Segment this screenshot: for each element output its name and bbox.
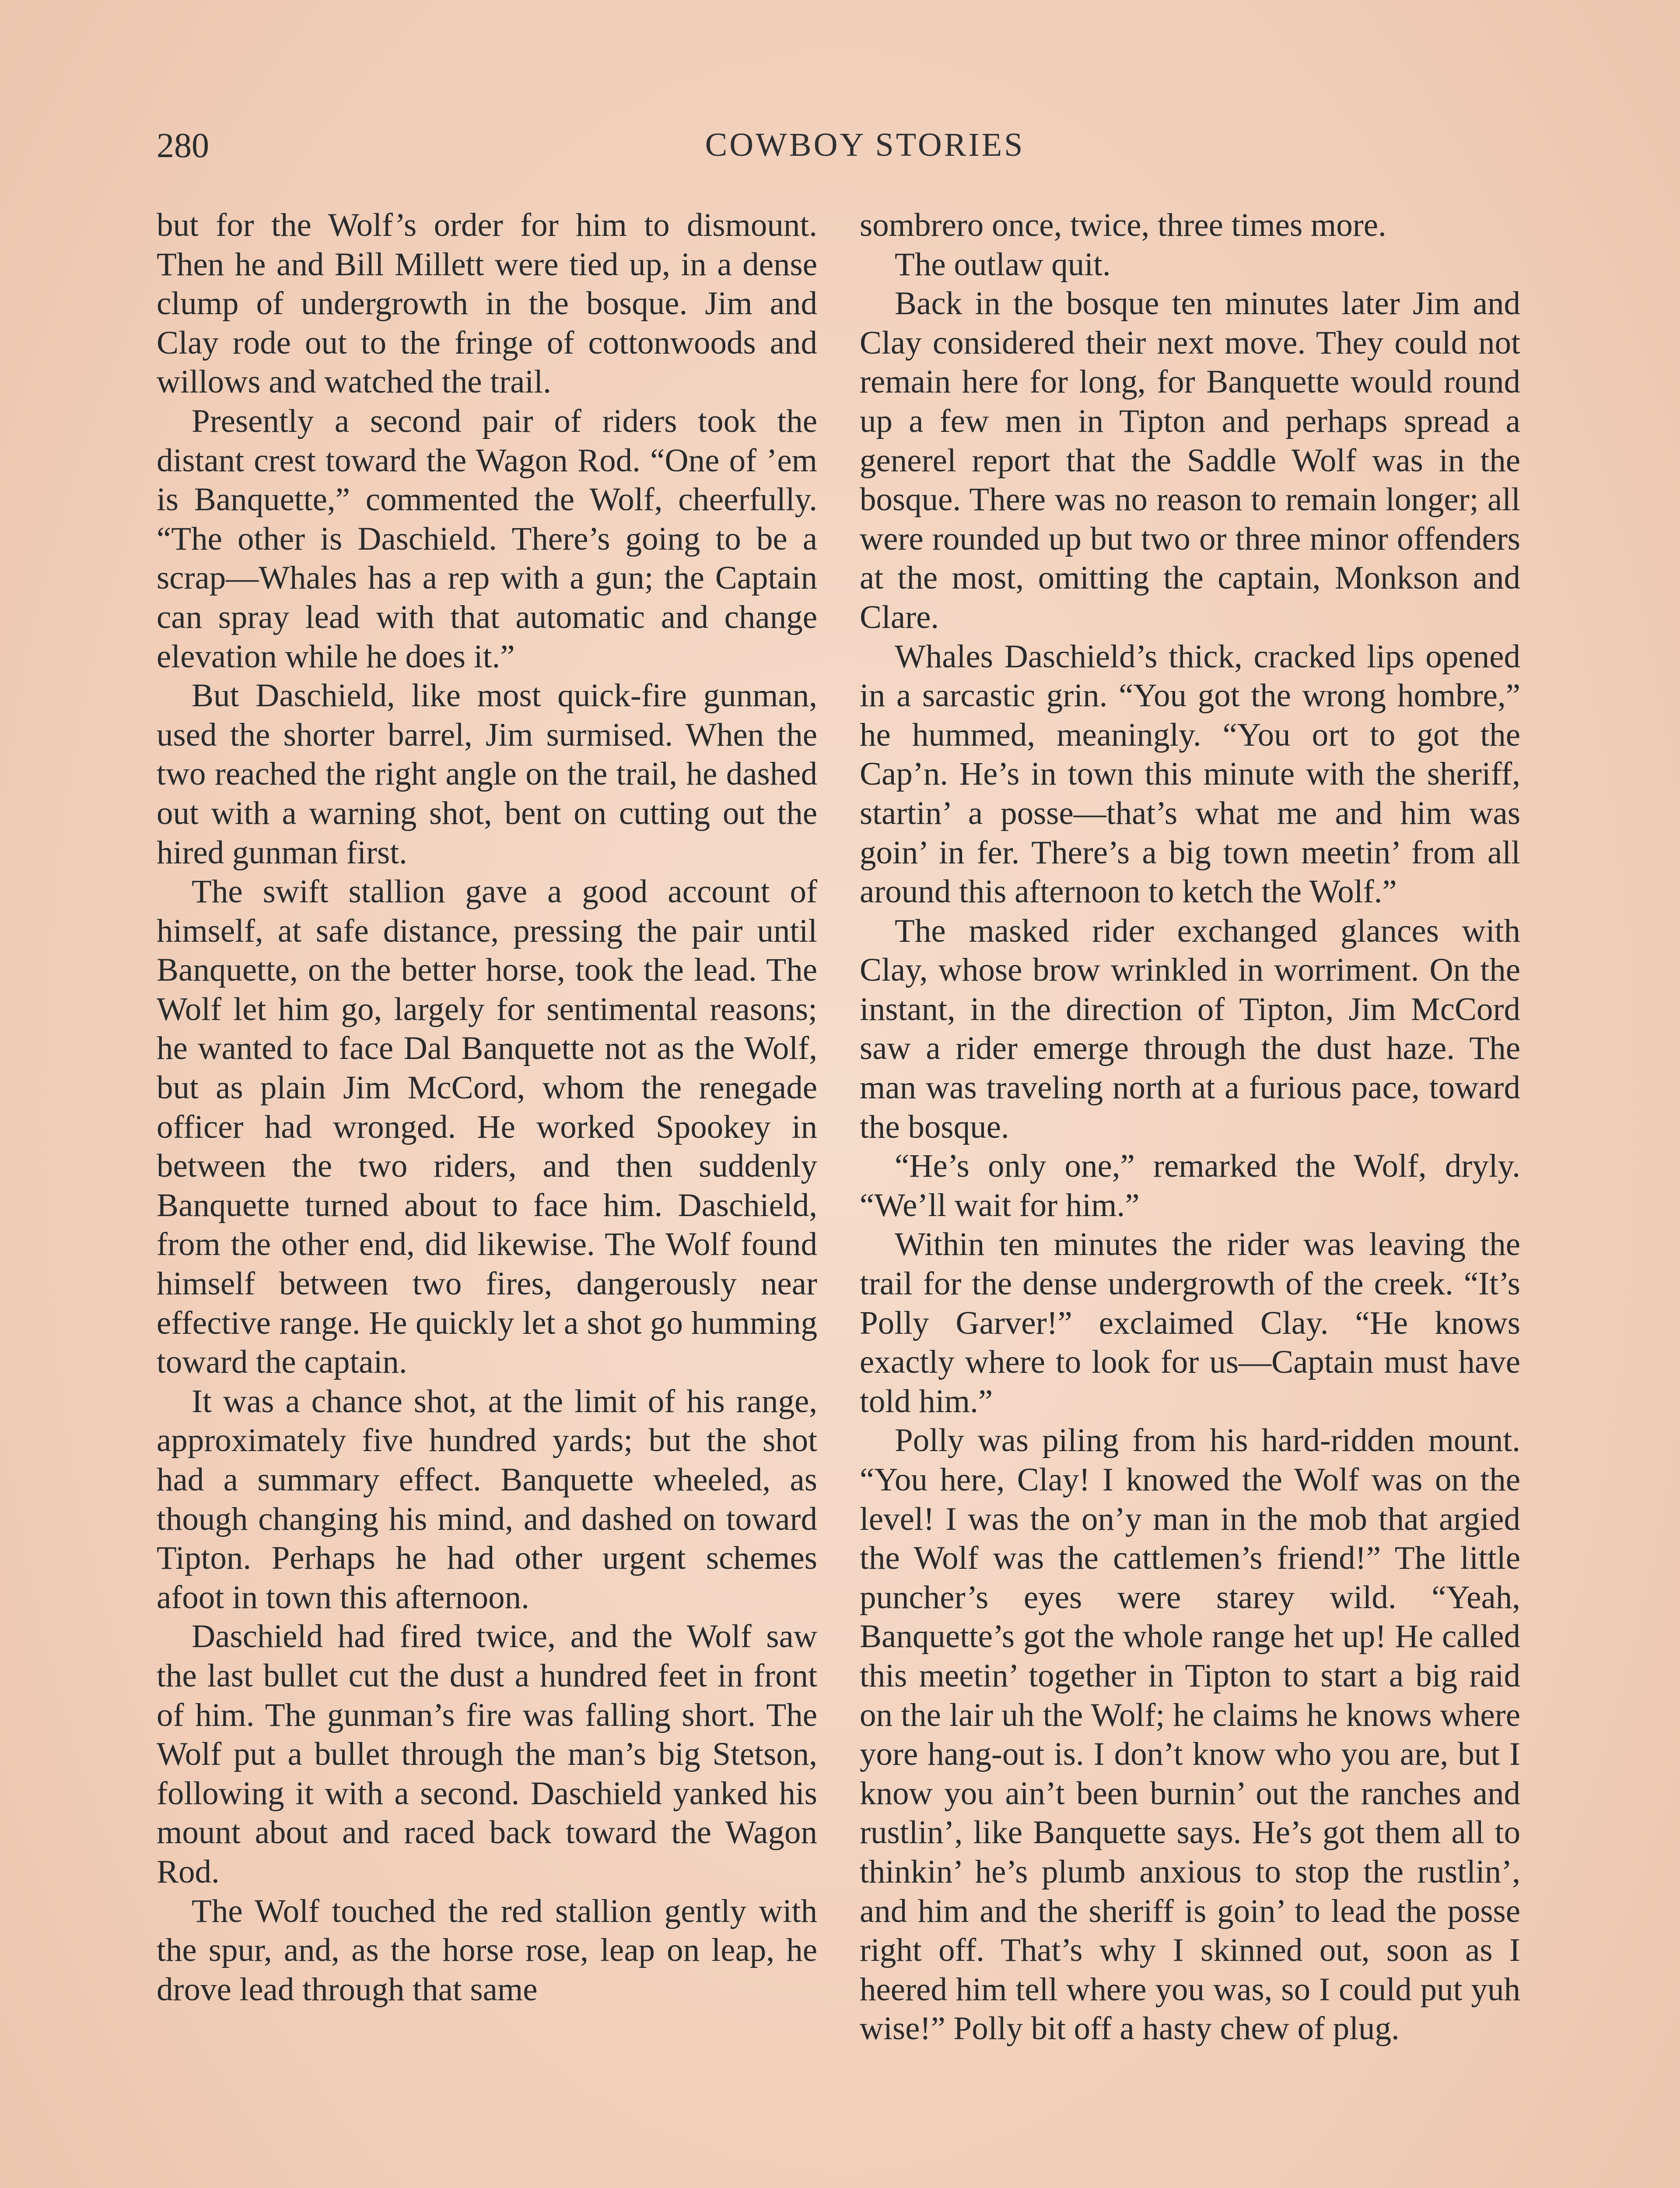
paragraph: Back in the bosque ten minutes later Jim and Clay considered their next move. They could not remain here for long, for Banquette would round up a few men in Tipton and perhaps spread a generel report that the Saddle Wolf was in the bosque. There was no reason to remain longer; all were rounded up but two or three minor offenders at the most, omitting the captain, Monkson and Clare. (860, 285, 1520, 635)
paragraph: “He’s only one,” remarked the Wolf, dryly. “We’ll wait for him.” (860, 1148, 1520, 1224)
paragraph: The swift stallion gave a good account of himself, at safe distance, pressing the pair until Banquette, on the better horse, took the lead. The Wolf let him go, largely for sentimental reasons; he wanted to face Dal Banquette not as the Wolf, but as plain Jim McCord, whom the renegade officer had wronged. He worked Spookey in between the two riders, and then suddenly Banquette turned about to face him. Daschield, from the other end, did likewise. The Wolf found himself between two fires, dangerously near effective range. He quickly let a shot go humming toward the captain. (157, 873, 817, 1381)
paragraph: Daschield had fired twice, and the Wolf saw the last bullet cut the dust a hundred feet in front of him. The gunman’s fire was falling short. The Wolf put a bullet through the man’s big Stetson, following it with a second. Daschield yanked his mount about and raced back toward the Wagon Rod. (157, 1618, 817, 1890)
paragraph: The outlaw quit. (895, 246, 1111, 283)
paragraph: sombrero once, twice, three times more. (860, 207, 1386, 243)
right-column (860, 206, 1520, 2048)
paragraph: The Wolf touched the red stallion gently with the spur, and, as the horse rose, leap on leap, he drove lead through that same (157, 1893, 817, 2008)
left-column (157, 206, 817, 2009)
paragraph: The masked rider exchanged glances with Clay, whose brow wrinkled in worriment. On the instant, in the direction of Tipton, Jim McCord saw a rider emerge through the dust haze. The man was traveling north at a furious pace, toward the bosque. (860, 912, 1520, 1145)
running-title: COWBOY STORIES (705, 126, 1025, 163)
paragraph: Whales Daschield’s thick, cracked lips opened in a sarcastic grin. “You got the wrong hombre,” he hummed, meaningly. “You ort to got the Cap’n. He’s in town this minute with the sheriff, startin’ a posse—that’s what me and him was goin’ in fer. There’s a big town meetin’ from all around this afternoon to ketch the Wolf.” (860, 638, 1520, 910)
paragraph: But Daschield, like most quick-fire gunman, used the shorter barrel, Jim surmised. When the two reached the right angle on the trail, he dashed out with a warning shot, bent on cutting out the hired gunman first. (157, 677, 817, 871)
page-number: 280 (157, 126, 209, 165)
paragraph: Polly was piling from his hard-ridden mount. “You here, Clay! I knowed the Wolf was on the level! I was the on’y man in the mob that argied the Wolf was the cattlemen’s friend!” The little puncher’s eyes were starey wild. “Yeah, Banquette’s got the whole range het up! He called this meetin’ together in Tipton to start a big raid on the lair uh the Wolf; he claims he knows where yore hang-out is. I don’t know who you are, but I know you ain’t been burnin’ out the ranches and rustlin’, like Banquette says. He’s got them all to thinkin’ he’s plumb anxious to stop the rustlin’, and him and the sheriff is goin’ to lead the posse right off. That’s why I skinned out, soon as I heered him tell where you was, so I could put yuh wise!” Polly bit off a hasty chew of plug. (860, 1422, 1520, 2047)
paragraph: It was a chance shot, at the limit of his range, approximately five hundred yards; but the shot had a summary effect. Banquette wheeled, as though changing his mind, and dashed on toward Tipton. Perhaps he had other urgent schemes afoot in town this afternoon. (157, 1383, 817, 1616)
paragraph: Presently a second pair of riders took the distant crest toward the Wagon Rod. “One of ’em is Banquette,” commented the Wolf, cheerfully. “The other is Daschield. There’s going to be a scrap—Whales has a rep with a gun; the Captain can spray lead with that automatic and change elevation while he does it.” (157, 403, 817, 675)
paragraph: but for the Wolf’s order for him to dismount. Then he and Bill Millett were tied up, in a dense clump of undergrowth in the bosque. Jim and Clay rode out to the fringe of cottonwoods and willows and watched the trail. (157, 207, 817, 400)
page-header (157, 126, 1521, 174)
paragraph: Within ten minutes the rider was leaving the trail for the dense undergrowth of the creek. “It’s Polly Garver!” exclaimed Clay. “He knows exactly where to look for us—Captain must have told him.” (860, 1226, 1520, 1420)
